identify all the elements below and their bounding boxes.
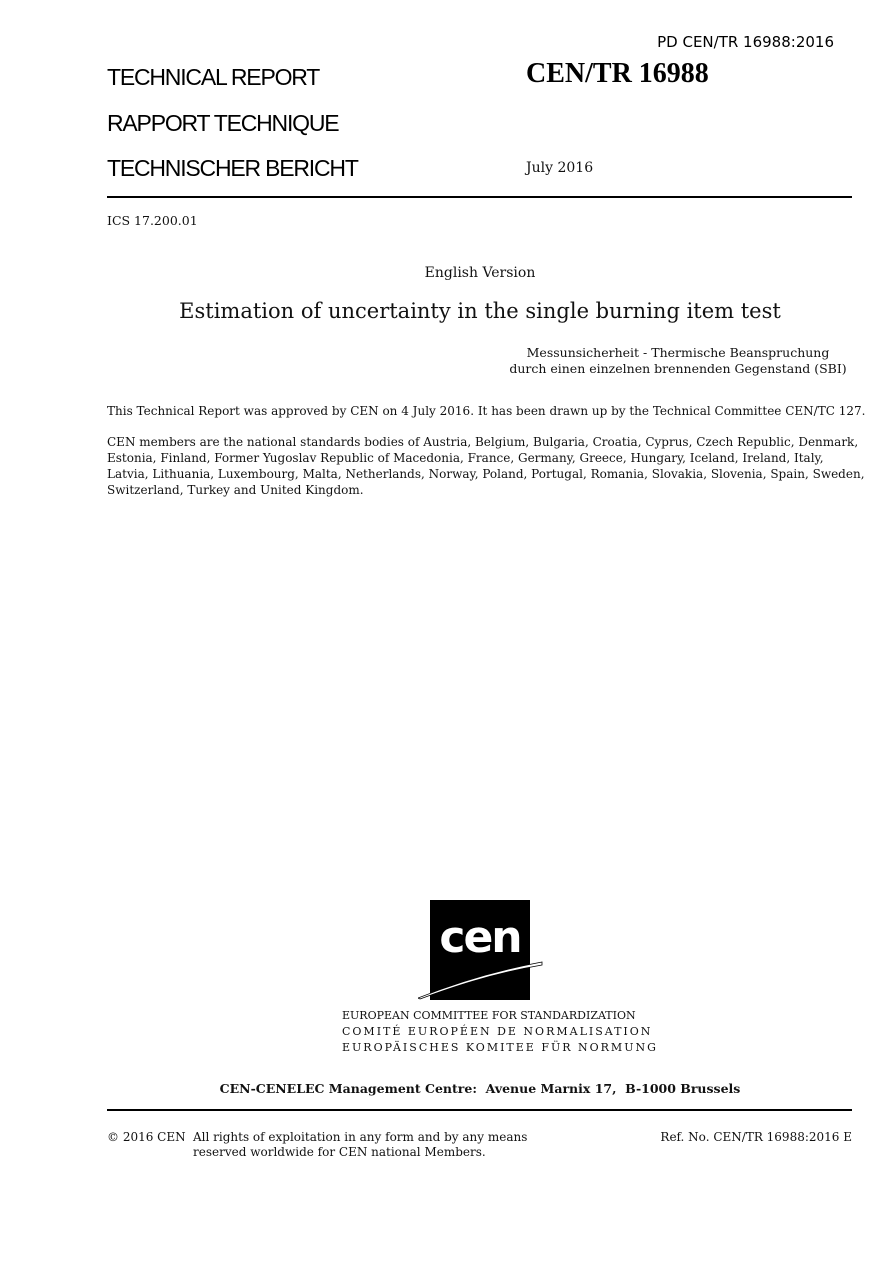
doc-type-fr: RAPPORT TECHNIQUE [107,110,339,136]
organization-name-fr: COMITÉ EUROPÉEN DE NORMALISATION [342,1025,653,1038]
document-title: Estimation of uncertainty in the single burning item test [179,299,781,323]
footer-divider [107,1109,852,1111]
reference-number: Ref. No. CEN/TR 16988:2016 E [660,1130,852,1144]
cen-logo [418,900,544,1001]
doc-type-en: TECHNICAL REPORT [107,64,320,90]
cen-logo-letters: cen [439,912,521,963]
management-centre-address: CEN-CENELEC Management Centre: Avenue Marnix 17, B-1000 Brussels [219,1081,741,1096]
ics-code: ICS 17.200.01 [107,213,198,228]
organization-name-en: EUROPEAN COMMITTEE FOR STANDARDIZATION [342,1009,636,1022]
document-number: CEN/TR 16988 [526,58,709,89]
organization-name-de: EUROPÄISCHES KOMITEE FÜR NORMUNG [342,1041,658,1054]
copyright-notice: © 2016 CEN [107,1130,186,1144]
rights-statement: All rights of exploitation in any form and by any means reserved worldwide for CEN national Members. [193,1130,528,1159]
pd-reference: PD CEN/TR 16988:2016 [657,33,834,51]
language-version: English Version [424,265,536,281]
doc-type-de: TECHNISCHER BERICHT [107,155,358,181]
german-title: Messunsicherheit - Thermische Beanspruchung durch einen einzelnen brennenden Gegenstand (SBI) [509,345,847,376]
cen-members-statement: CEN members are the national standards bodies of Austria, Belgium, Bulgaria, Croatia, Cyprus, Czech Republic, Denmark, Estonia, Finland, Former Yugoslav Republic of Macedonia, France, Germany, Greece, Hungary, Iceland, Ireland, Italy, Latvia, Lithuania, Luxembourg, Malta, Netherlands, Norway, Poland, Portugal, Romania, Slovakia, Slovenia, Spain, Sweden, Switzerland, Turkey and United Kingdom. [107,435,865,497]
organization-names [342,1008,658,1056]
approval-statement: This Technical Report was approved by CEN on 4 July 2016. It has been drawn up by the Technical Committee CEN/TC 127. [107,404,866,418]
header-divider [107,196,852,198]
publication-date: July 2016 [526,160,594,176]
